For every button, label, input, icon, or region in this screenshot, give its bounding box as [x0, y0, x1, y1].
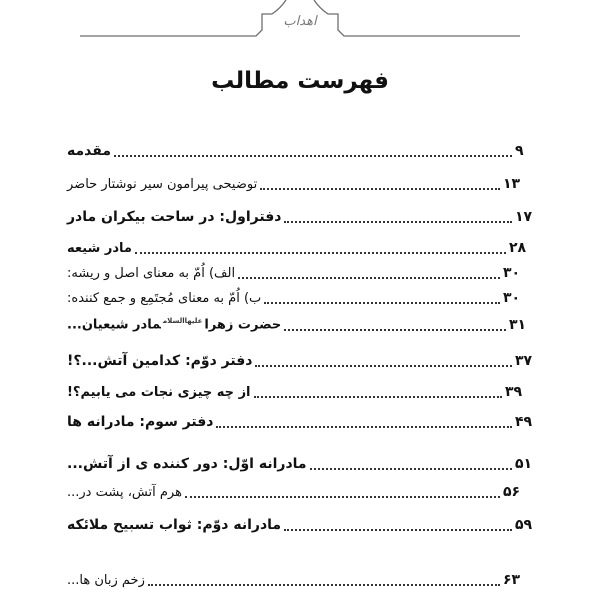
- toc-entry[interactable]: [65, 173, 525, 195]
- toc-entry-label: از چه چیزی نجات می یابیم؟!: [67, 384, 251, 400]
- toc-entry[interactable]: [65, 514, 537, 536]
- toc-entry[interactable]: [65, 140, 537, 162]
- toc-entry[interactable]: [65, 287, 525, 309]
- toc-entry-label: زخم زبان ها...: [67, 572, 145, 588]
- toc-leader-dots: [260, 174, 500, 190]
- toc-entry-label: مادر شیعه: [67, 240, 132, 256]
- toc-page-number: ۴۹: [515, 414, 533, 430]
- toc-entry-label: مادرانه اوّل: دور کننده ی از آتش...: [67, 456, 307, 472]
- toc-page-number: ۲۸: [509, 240, 527, 256]
- toc-entry[interactable]: [65, 481, 525, 503]
- toc-entry-label: الف) اُمّ به معنای اصل و ریشه:: [67, 265, 236, 281]
- toc-entry[interactable]: [65, 569, 525, 591]
- toc-entry[interactable]: [65, 411, 537, 433]
- toc-entry[interactable]: [65, 350, 537, 372]
- toc-leader-dots: [135, 238, 506, 254]
- toc-entry-label: دفتر سوم: مادرانه ها: [67, 414, 214, 430]
- toc-page-number: ۳۰: [503, 290, 521, 306]
- toc-entry-label: دفتراول: در ساحت بیکران مادر: [67, 209, 282, 225]
- header-logo: اهداب: [283, 14, 317, 29]
- toc-page-number: ۳۱: [509, 317, 527, 333]
- toc-entry-label: ب) اُمّ به معنای مُجتَمِع و جمع کننده:: [67, 290, 262, 306]
- toc-entry[interactable]: [65, 453, 537, 475]
- toc-page-number: ۳۰: [503, 265, 521, 281]
- toc-page-number: ۱۳: [503, 176, 521, 192]
- toc-entry-label-rest: مادر شیعیان...: [67, 317, 161, 333]
- toc-leader-dots: [254, 382, 502, 398]
- toc-page-number: ۵۹: [515, 517, 533, 533]
- toc-entry-label: مقدمه: [67, 143, 111, 159]
- toc-entry[interactable]: [65, 237, 531, 259]
- honorific-ligature: علیهاالسلام: [162, 317, 203, 326]
- toc-page-number: ۵۶: [503, 484, 521, 500]
- toc-page-number: ۵۱: [515, 456, 533, 472]
- toc-leader-dots: [255, 351, 512, 367]
- toc-page-number: ۹: [515, 143, 524, 159]
- toc-leader-dots: [216, 412, 512, 428]
- toc-leader-dots: [238, 263, 500, 279]
- toc-entry[interactable]: [65, 381, 527, 403]
- toc-page-number: ۳۹: [505, 384, 523, 400]
- toc-entry-label: توضیحی پیرامون سیر نوشتار حاضر: [67, 176, 258, 192]
- toc-page-number: ۱۷: [515, 209, 533, 225]
- toc-leader-dots: [185, 482, 500, 498]
- toc-leader-dots: [284, 207, 512, 223]
- toc-entry[interactable]: [65, 262, 525, 284]
- toc-entry-label: مادرانه دوّم: ثواب تسبیح ملائکه: [67, 517, 282, 533]
- toc-page-number: ۳۷: [515, 353, 533, 369]
- toc-entry[interactable]: [65, 314, 531, 336]
- toc-entry-label: [65, 317, 281, 332]
- toc-page-number: ۶۳: [503, 572, 521, 588]
- toc-entry-label-main: حضرت زهرا: [204, 317, 282, 333]
- toc-entry-label: هرم آتش، پشت در...: [67, 484, 182, 500]
- toc-entry[interactable]: [65, 206, 537, 228]
- page-title: فهرست مطالب: [211, 68, 389, 94]
- toc-leader-dots: [310, 454, 512, 470]
- toc-leader-dots: [284, 315, 506, 331]
- toc-leader-dots: [114, 141, 512, 157]
- toc-leader-dots: [264, 288, 500, 304]
- toc-leader-dots: [148, 570, 500, 586]
- toc-entry-label: دفتر دوّم: کدامین آتش...؟!: [67, 353, 253, 369]
- toc-leader-dots: [284, 515, 512, 531]
